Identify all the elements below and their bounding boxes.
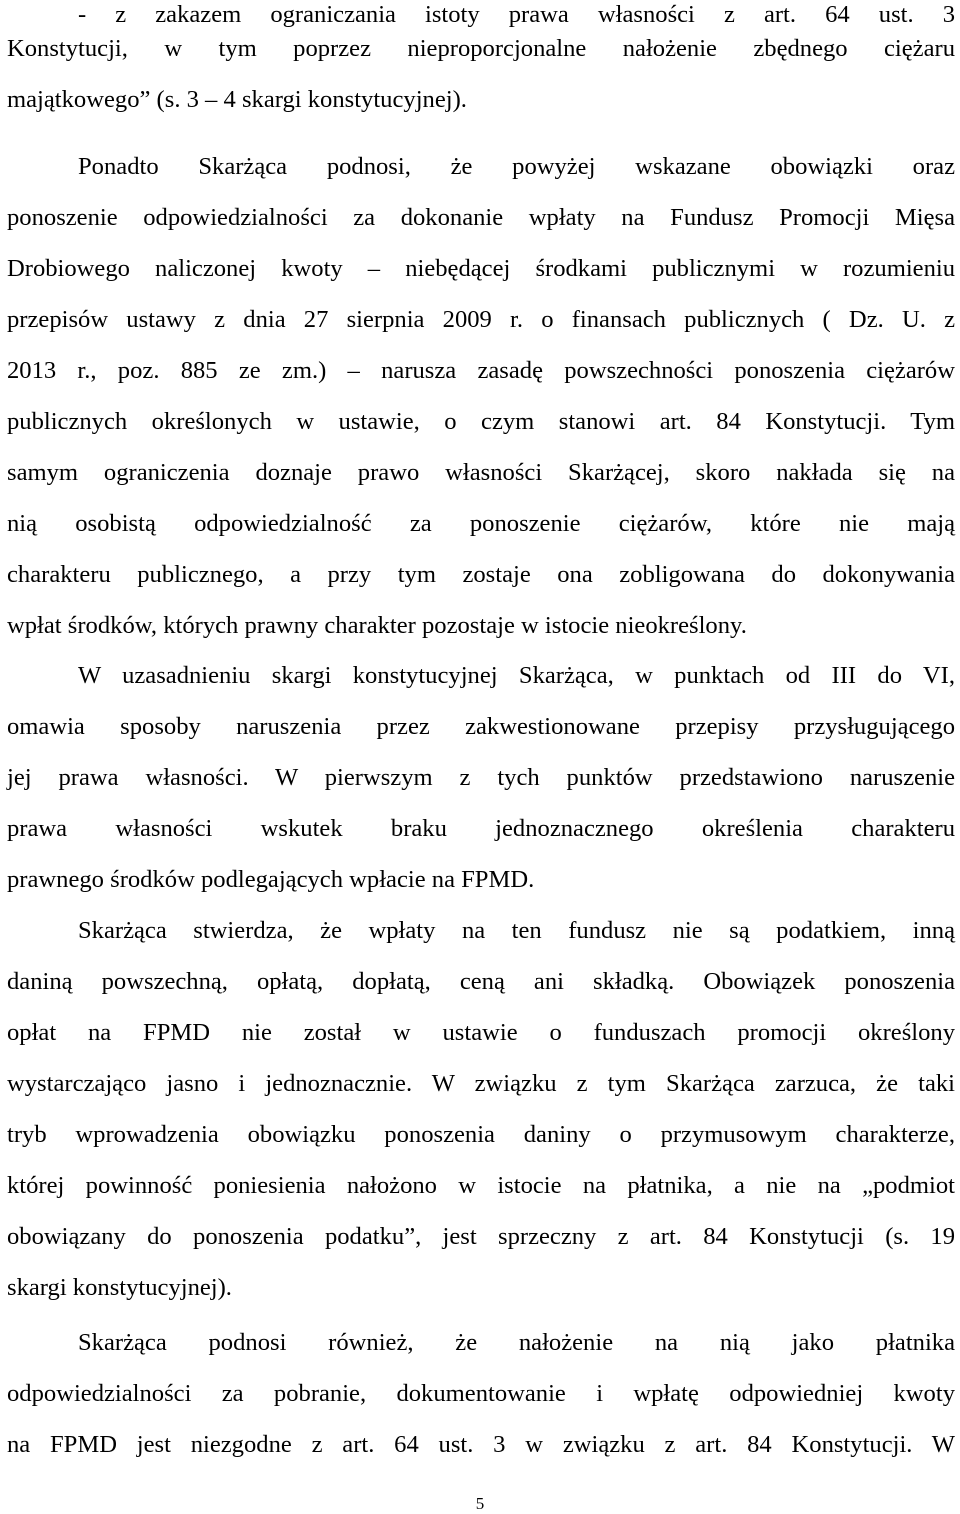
text-line: odpowiedzialności za pobranie, dokumentowanie i wpłatę odpowiedniej kwoty (7, 1380, 955, 1407)
text-line: nią osobistą odpowiedzialność za ponoszenie ciężarów, które nie mają (7, 510, 955, 537)
text-line: ponoszenie odpowiedzialności za dokonanie wpłaty na Fundusz Promocji Mięsa (7, 204, 955, 231)
text-line: majątkowego” (s. 3 – 4 skargi konstytucyjnej). (7, 86, 467, 113)
text-line: prawnego środków podlegających wpłacie na FPMD. (7, 866, 535, 893)
text-line: Drobiowego naliczonej kwoty – niebędącej środkami publicznymi w rozumieniu (7, 255, 955, 282)
text-line: opłat na FPMD nie został w ustawie o funduszach promocji określony (7, 1019, 955, 1046)
text-line: przepisów ustawy z dnia 27 sierpnia 2009 r. o finansach publicznych ( Dz. U. z (7, 306, 955, 333)
text-line: której powinność poniesienia nałożono w istocie na płatnika, a nie na „podmiot (7, 1172, 955, 1199)
page-number: 5 (475, 1494, 485, 1513)
text-line: na FPMD jest niezgodne z art. 64 ust. 3 w związku z art. 84 Konstytucji. W (7, 1431, 955, 1458)
text-line: jej prawa własności. W pierwszym z tych punktów przedstawiono naruszenie (7, 764, 955, 791)
text-line: publicznych określonych w ustawie, o czym stanowi art. 84 Konstytucji. Tym (7, 408, 955, 435)
text-line: charakteru publicznego, a przy tym zostaje ona zobligowana do dokonywania (7, 561, 955, 588)
text-line: - z zakazem ograniczania istoty prawa własności z art. 64 ust. 3 (78, 1, 955, 28)
text-line: W uzasadnieniu skargi konstytucyjnej Skarżąca, w punktach od III do VI, (78, 662, 955, 689)
text-line: Ponadto Skarżąca podnosi, że powyżej wskazane obowiązki oraz (78, 153, 955, 180)
text-line: obowiązany do ponoszenia podatku”, jest sprzeczny z art. 84 Konstytucji (s. 19 (7, 1223, 955, 1250)
text-line: daniną powszechną, opłatą, dopłatą, ceną ani składką. Obowiązek ponoszenia (7, 968, 955, 995)
text-line: omawia sposoby naruszenia przez zakwestionowane przepisy przysługującego (7, 713, 955, 740)
text-line: prawa własności wskutek braku jednoznacznego określenia charakteru (7, 815, 955, 842)
text-line: wystarczająco jasno i jednoznacznie. W związku z tym Skarżąca zarzuca, że taki (7, 1070, 955, 1097)
text-line: wpłat środków, których prawny charakter pozostaje w istocie nieokreślony. (7, 612, 747, 639)
text-line: samym ograniczenia doznaje prawo własności Skarżącej, skoro nakłada się na (7, 459, 955, 486)
text-line: Skarżąca stwierdza, że wpłaty na ten fundusz nie są podatkiem, inną (78, 917, 955, 944)
text-line: Konstytucji, w tym poprzez nieproporcjonalne nałożenie zbędnego ciężaru (7, 35, 955, 62)
text-line: tryb wprowadzenia obowiązku ponoszenia daniny o przymusowym charakterze, (7, 1121, 955, 1148)
text-line: Skarżąca podnosi również, że nałożenie na nią jako płatnika (78, 1329, 955, 1356)
text-line: skargi konstytucyjnej). (7, 1274, 232, 1301)
text-line: 2013 r., poz. 885 ze zm.) – narusza zasadę powszechności ponoszenia ciężarów (7, 357, 955, 384)
